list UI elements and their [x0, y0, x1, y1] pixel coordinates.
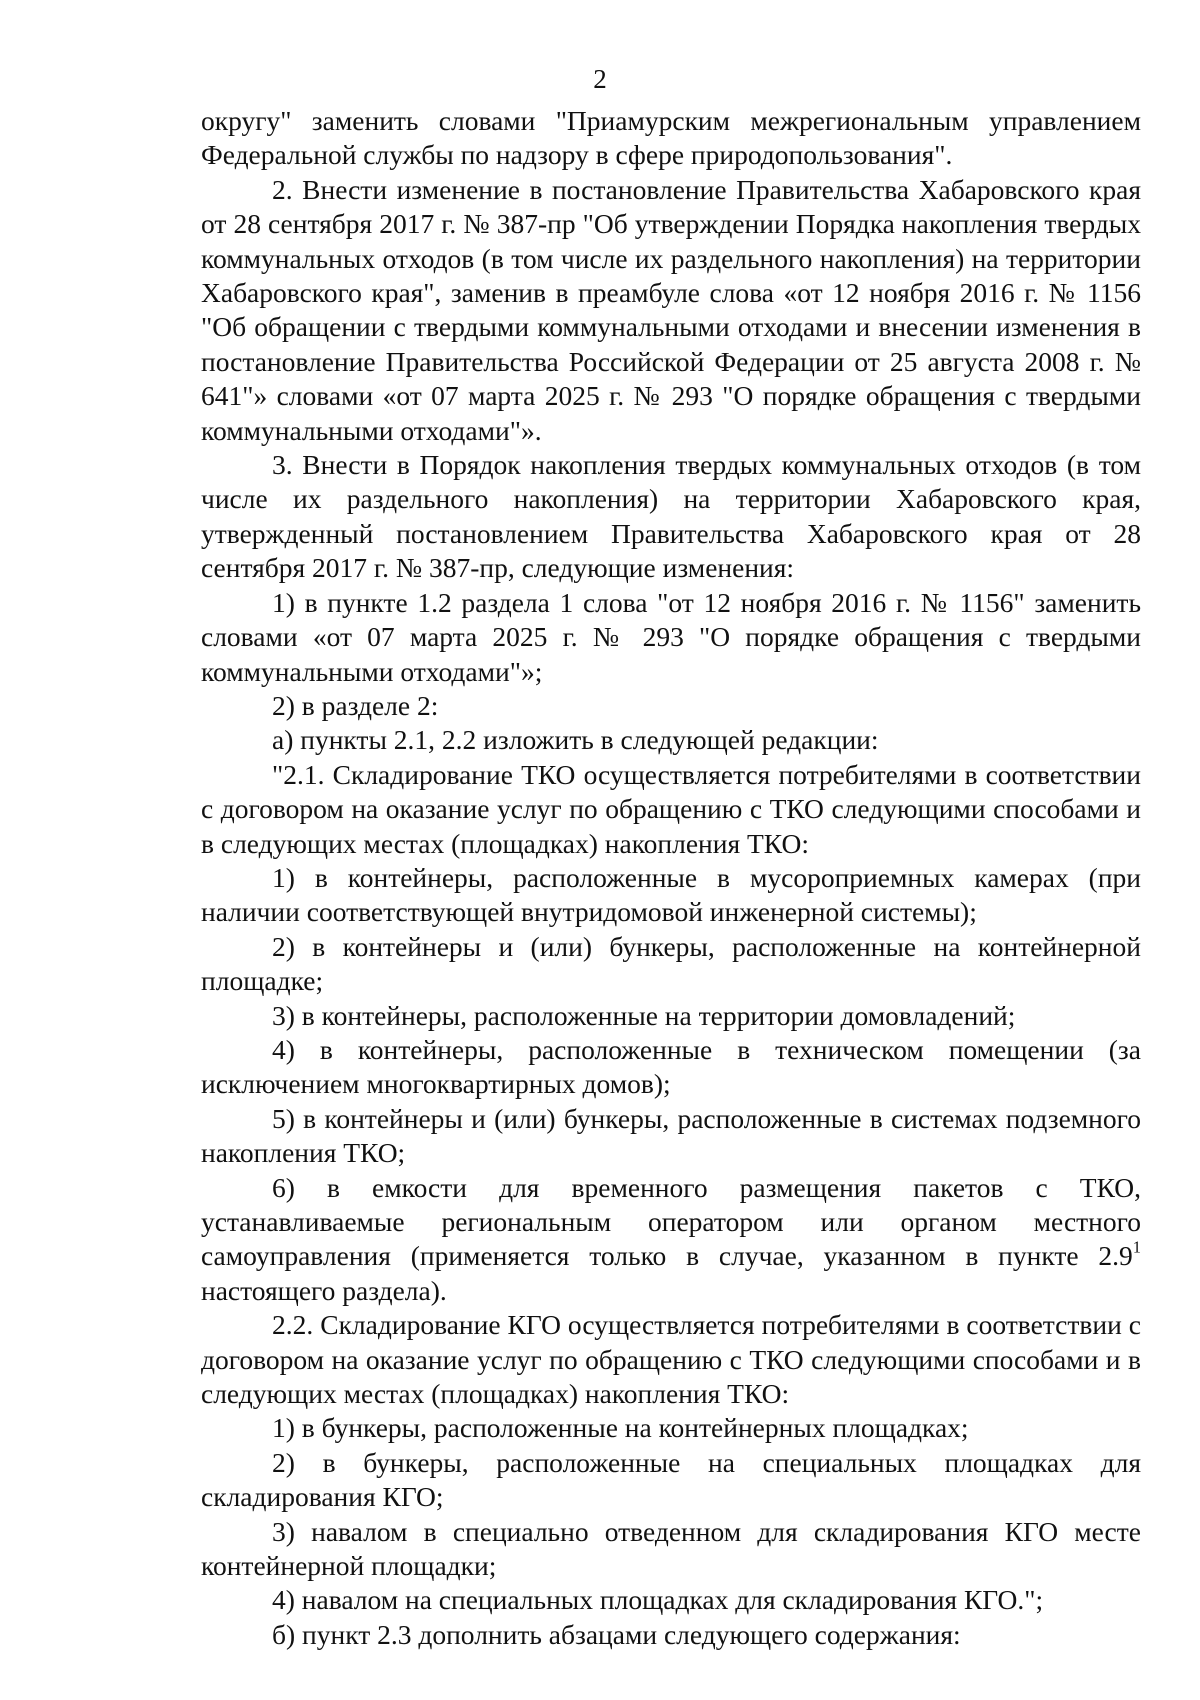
- paragraph-3-item-2: 2) в разделе 2:: [272, 689, 439, 721]
- clause-2-1-item-6-text: 6) в емкости для временного размещения пакетов с ТКО, устанавливаемые региональным оператором или органом местного самоуправления (применяется только в случае, указанном в пункте 2.9: [201, 1171, 1141, 1272]
- clause-2-2-item-4: 4) навалом на специальных площадках для складирования КГО.";: [272, 1584, 1044, 1616]
- clause-2-2-item-2: 2) в бункеры, расположенные на специальных площадках для складирования КГО;: [201, 1446, 1141, 1513]
- clause-2-2-item-3: 3) навалом в специально отведенном для складирования КГО месте контейнерной площадки;: [201, 1515, 1141, 1582]
- clause-2-1-item-6: [201, 1171, 1141, 1309]
- clause-2-1-item-5: 5) в контейнеры и (или) бункеры, расположенные в системах подземного накопления ТКО;: [201, 1102, 1141, 1169]
- clause-2-1-item-2: 2) в контейнеры и (или) бункеры, расположенные на контейнерной площадке;: [201, 930, 1141, 997]
- subitem-a: а) пункты 2.1, 2.2 изложить в следующей редакции:: [272, 724, 879, 756]
- page-number: 2: [593, 64, 607, 94]
- paragraph-3-item-1: 1) в пункте 1.2 раздела 1 слова "от 12 ноября 2016 г. № 1156" заменить словами «от 07 марта 2025 г. № 293 "О порядке обращения с твердыми коммунальными отходами"»;: [201, 586, 1141, 687]
- clause-2-1-item-4: 4) в контейнеры, расположенные в техническом помещении (за исключением многоквартирных домов);: [201, 1033, 1141, 1100]
- clause-2-1-item-3: 3) в контейнеры, расположенные на территории домовладений;: [272, 999, 1016, 1031]
- clause-2-2: 2.2. Складирование КГО осуществляется потребителями в соответствии с договором на оказание услуг по обращению с ТКО следующими способами и в следующих местах (площадках) накопления ТКО:: [201, 1309, 1141, 1410]
- clause-2-1-item-1: 1) в контейнеры, расположенные в мусороприемных камерах (при наличии соответствующей внутридомовой инженерной системы);: [201, 861, 1141, 928]
- superscript-1: 1: [1132, 1238, 1141, 1258]
- document-body: [201, 104, 1141, 1652]
- clause-2-1: "2.1. Складирование ТКО осуществляется потребителями в соответствии с договором на оказание услуг по обращению с ТКО следующими способами и в следующих местах (площадках) накопления ТКО:: [201, 758, 1141, 859]
- subitem-b: б) пункт 2.3 дополнить абзацами следующего содержания:: [272, 1618, 961, 1650]
- paragraph-3: 3. Внести в Порядок накопления твердых коммунальных отходов (в том числе их раздельного накопления) на территории Хабаровского края, утвержденный постановлением Правительства Хабаровского края от 28 сентября 2017 г. № 387-пр, следующие изменения:: [201, 449, 1141, 584]
- clause-2-2-item-1: 1) в бункеры, расположенные на контейнерных площадках;: [272, 1412, 969, 1444]
- paragraph-1: округу" заменить словами "Приамурским межрегиональным управлением Федеральной службы по надзору в сфере природопользования".: [201, 105, 1141, 171]
- clause-2-1-item-6-tail: настоящего раздела).: [201, 1274, 447, 1306]
- paragraph-2: 2. Внести изменение в постановление Правительства Хабаровского края от 28 сентября 2017 г. № 387-пр "Об утверждении Порядка накопления твердых коммунальных отходов (в том числе их раздельного накопления) на территории Хабаровского края", заменив в преамбуле слова «от 12 ноября 2016 г. № 1156 "Об обращении с твердыми коммунальными отходами и внесении изменения в постановление Правительства Российской Федерации от 25 августа 2008 г. № 641"» словами «от 07 марта 2025 г. № 293 "О порядке обращения с твердыми коммунальными отходами"».: [201, 173, 1141, 446]
